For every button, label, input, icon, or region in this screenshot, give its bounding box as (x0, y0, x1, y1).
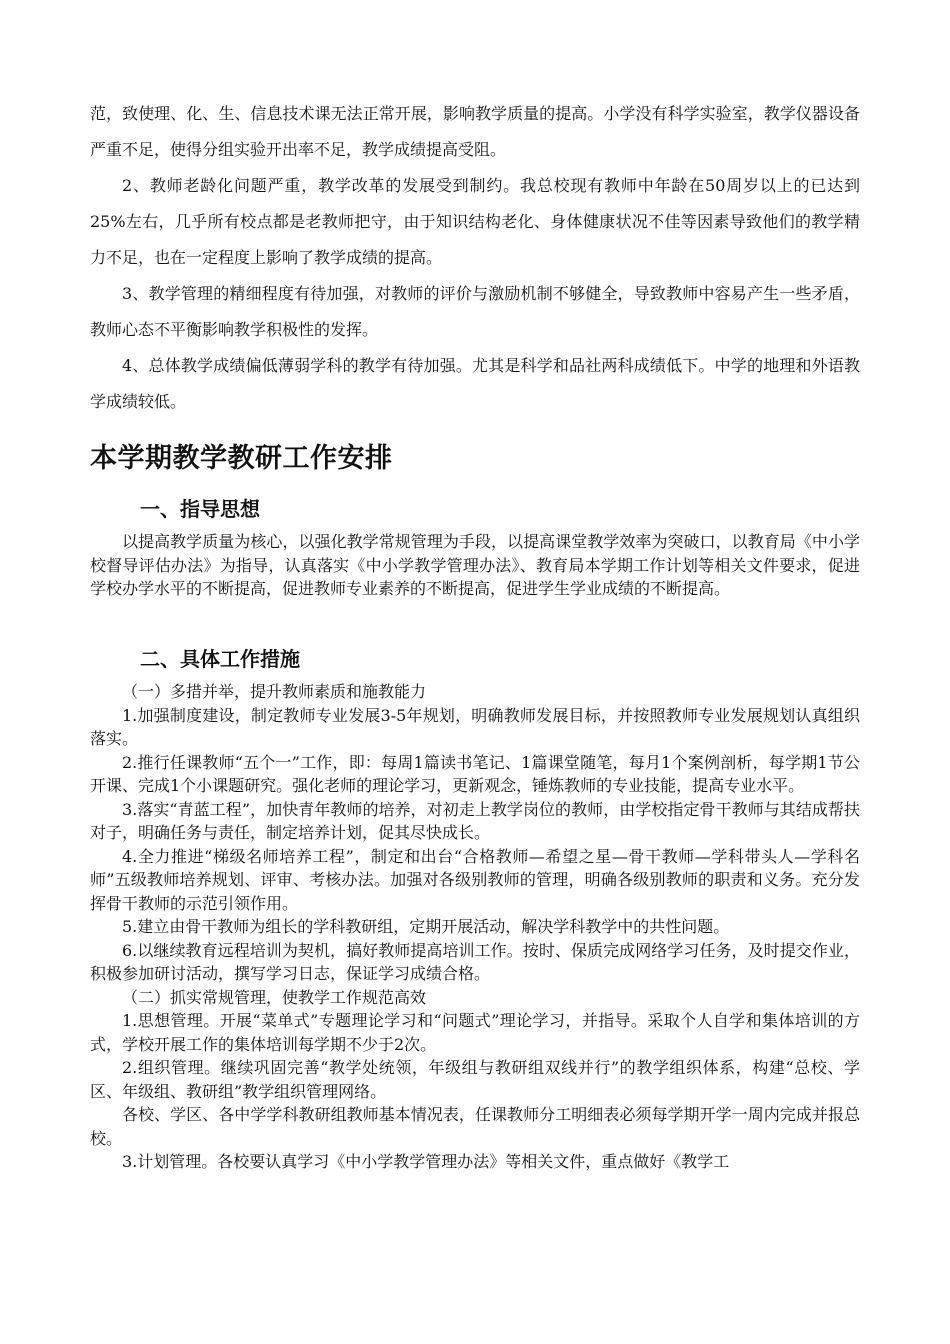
problems-section (90, 96, 860, 420)
measures-item: 4.全力推进“梯级名师培养工程”，制定和出台“合格教师—希望之星—骨干教师—学科带头人—学科名师”五级教师培养规划、评审、考核办法。加强对各级别教师的管理，明确各级别教师的职责和义务。充分发挥骨干教师的示范引领作用。 (90, 846, 860, 913)
measures-item: 3.落实“青蓝工程”，加快青年教师的培养，对初走上教学岗位的教师，由学校指定骨干教师与其结成帮扶对子，明确任务与责任，制定培养计划，促其尽快成长。 (90, 799, 860, 842)
main-heading: 本学期教学教研工作安排 (90, 443, 393, 474)
measures-section (90, 680, 860, 1174)
measures-subheading-2: （二）抓实常规管理，使教学工作规范高效 (122, 987, 427, 1007)
measures-item: 2.组织管理。继续巩固完善“教学处统领，年级组与教研组双线并行”的教学组织体系，构建“总校、学区、年级组、教研组”教学组织管理网络。 (90, 1058, 860, 1101)
measures-item: 5.建立由骨干教师为组长的学科教研组，定期开展活动，解决学科教学中的共性问题。 (122, 917, 730, 936)
paragraph-problem-2: 2、教师老龄化问题严重，教学改革的发展受到制约。我总校现有教师中年龄在50周岁以上的已达到25%左右，几乎所有校点都是老教师把守，由于知识结构老化、身体健康状况不佳等因素导致他们的教学精力不足，也在一定程度上影响了教学成绩的提高。 (90, 176, 860, 267)
paragraph-continued: 范，致使理、化、生、信息技术课无法正常开展，影响教学质量的提高。小学没有科学实验室，教学仪器设备严重不足，使得分组实验开出率不足，教学成绩提高受阻。 (90, 104, 860, 159)
measures-item: 各校、学区、各中学学科教研组教师基本情况表，任课教师分工明细表必须每学期开学一周内完成并报总校。 (90, 1105, 860, 1148)
measures-item: 1.思想管理。开展“菜单式”专题理论学习和“问题式”理论学习，并指导。采取个人自学和集体培训的方式，学校开展工作的集体培训每学期不少于2次。 (90, 1011, 860, 1054)
paragraph-problem-3: 3、教学管理的精细程度有待加强，对教师的评价与激励机制不够健全，导致教师中容易产生一些矛盾，教师心态不平衡影响教学积极性的发挥。 (90, 284, 860, 339)
measures-heading: 二、具体工作措施 (140, 647, 300, 671)
measures-item: 1.加强制度建设，制定教师专业发展3-5年规划，明确教师发展目标，并按照教师专业发展规划认真组织落实。 (90, 705, 860, 748)
guidance-heading: 一、指导思想 (140, 497, 260, 521)
measures-item: 3.计划管理。各校要认真学习《中小学教学管理办法》等相关文件，重点做好《教学工 (122, 1152, 730, 1171)
measures-item: 2.推行任课教师“五个一”工作，即：每周1篇读书笔记、1篇课堂随笔，每月1个案例剖析，每学期1节公开课、完成1个小课题研究。强化老师的理论学习，更新观念，锤炼教师的专业技能，提高专业水平。 (90, 752, 860, 795)
measures-item: 6.以继续教育远程培训为契机，搞好教师提高培训工作。按时、保质完成网络学习任务，及时提交作业，积极参加研讨活动，撰写学习日志，保证学习成绩合格。 (90, 940, 860, 983)
guidance-section (90, 530, 860, 601)
guidance-paragraph: 以提高教学质量为核心，以强化教学常规管理为手段，以提高课堂教学效率为突破口，以教育局《中小学校督导评估办法》为指导，认真落实《中小学教学管理办法》、教育局本学期工作计划等相关文件要求，促进学校办学水平的不断提高，促进教师专业素养的不断提高，促进学生学业成绩的不断提高。 (90, 532, 860, 598)
paragraph-problem-4: 4、总体教学成绩偏低薄弱学科的教学有待加强。尤其是科学和品社两科成绩低下。中学的地理和外语教学成绩较低。 (90, 356, 860, 411)
measures-subheading-1: （一）多措并举，提升教师素质和施教能力 (122, 682, 427, 701)
